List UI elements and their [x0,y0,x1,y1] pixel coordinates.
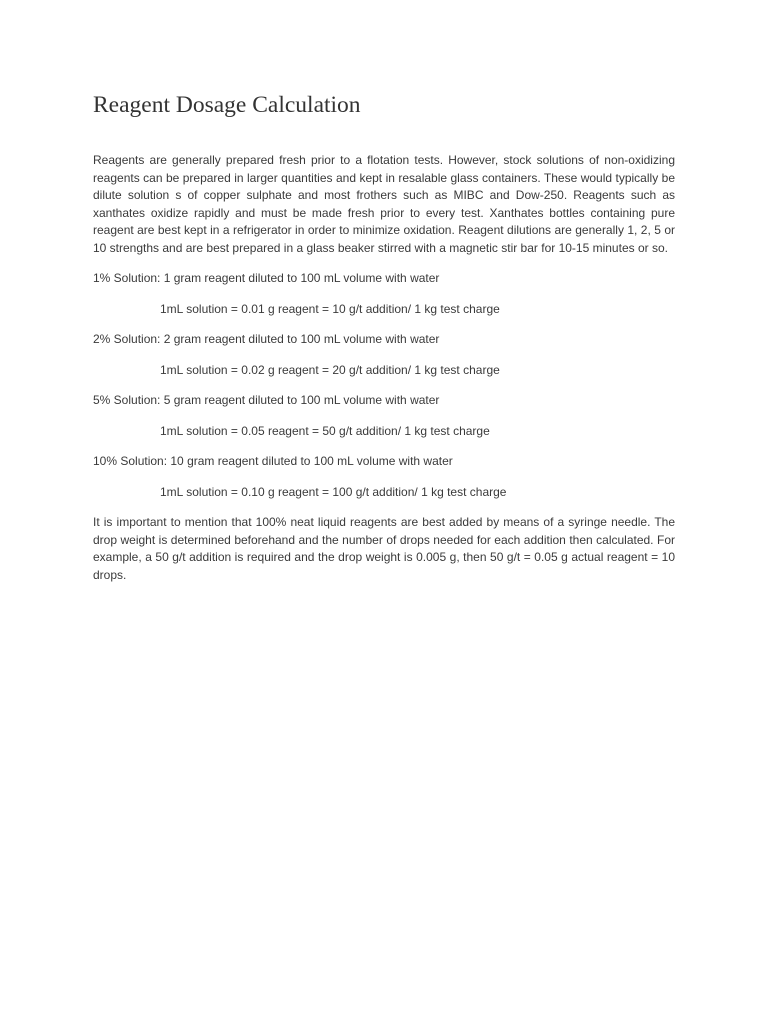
solution-1-heading: 1% Solution: 1 gram reagent diluted to 100 mL volume with water [93,271,440,285]
document-body [93,90,675,597]
intro-paragraph: Reagents are generally prepared fresh prior to a flotation tests. However, stock solutions of non-oxidizing reagents can be prepared in larger quantities and kept in resalable glass containers. These would typically be dilute solution s of copper sulphate and most frothers such as MIBC and Dow-250. Reagents such as xanthates oxidize rapidly and must be made fresh prior to every test. Xanthates bottles containing pure reagent are best kept in a refrigerator in order to minimize oxidation. Reagent dilutions are generally 1, 2, 5 or 10 strengths and are best prepared in a glass beaker stirred with a magnetic stir bar for 10-15 minutes or so. [93,153,675,255]
solution-2-heading: 2% Solution: 2 gram reagent diluted to 100 mL volume with water [93,332,440,346]
solution-1-detail: 1mL solution = 0.01 g reagent = 10 g/t addition/ 1 kg test charge [160,301,500,316]
solution-10-heading: 10% Solution: 10 gram reagent diluted to 100 mL volume with water [93,454,453,468]
solution-5-detail: 1mL solution = 0.05 reagent = 50 g/t addition/ 1 kg test charge [160,423,490,438]
solution-10-detail: 1mL solution = 0.10 g reagent = 100 g/t addition/ 1 kg test charge [160,484,507,499]
solution-2-detail: 1mL solution = 0.02 g reagent = 20 g/t addition/ 1 kg test charge [160,362,500,377]
closing-paragraph: It is important to mention that 100% neat liquid reagents are best added by means of a syringe needle. The drop weight is determined beforehand and the number of drops needed for each addition then calculated. For example, a 50 g/t addition is required and the drop weight is 0.005 g, then 50 g/t = 0.05 g actual reagent = 10 drops. [93,515,675,582]
document-title: Reagent Dosage Calculation [93,92,361,118]
solution-5-heading: 5% Solution: 5 gram reagent diluted to 100 mL volume with water [93,393,440,407]
